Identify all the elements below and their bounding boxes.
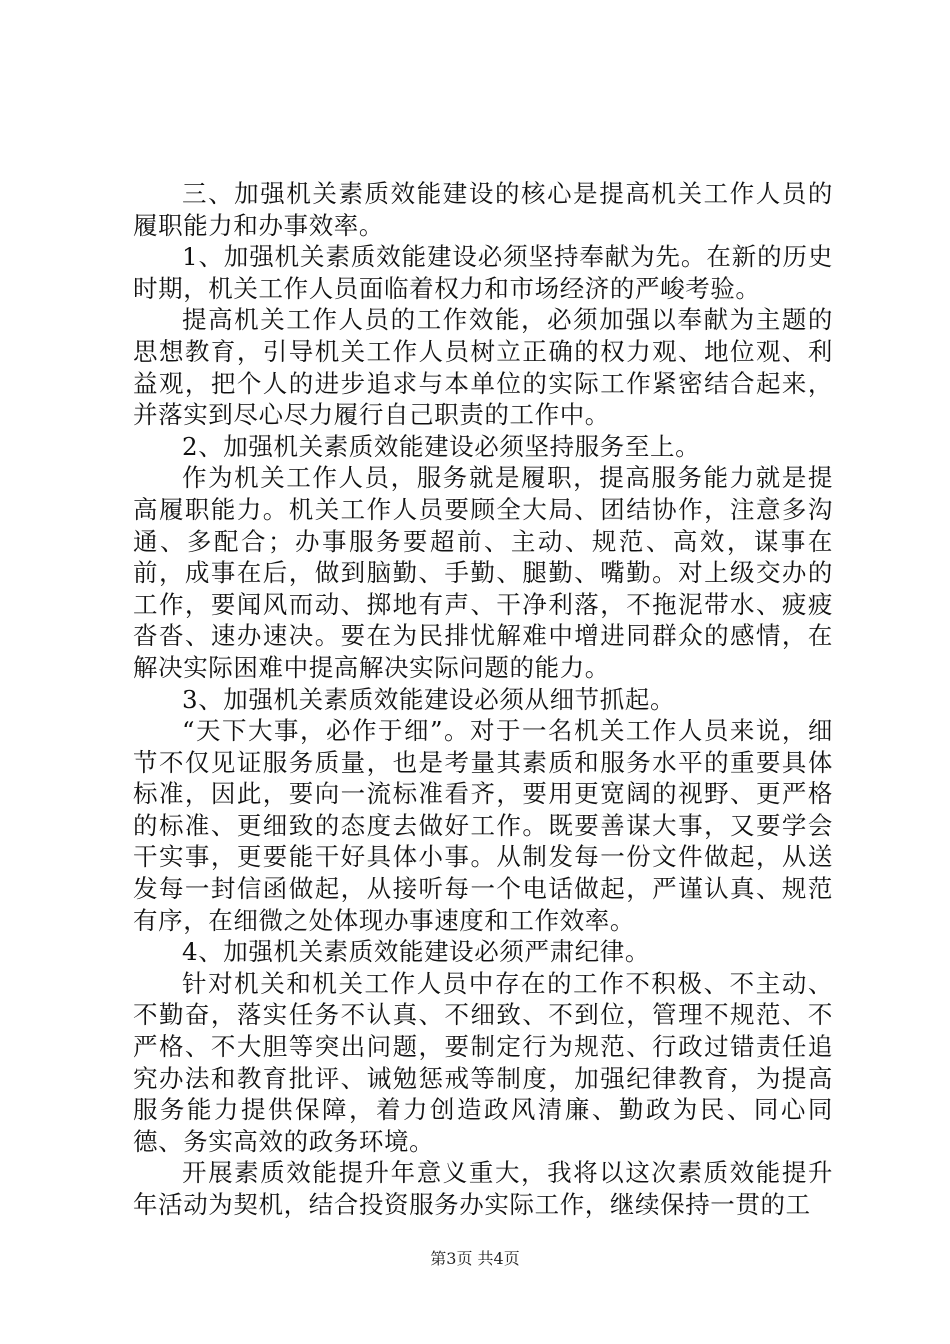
- paragraph-point-three: 3、加强机关素质效能建设必须从细节抓起。: [182, 684, 676, 714]
- page-number-footer: 第3页 共4页: [430, 1249, 520, 1268]
- paragraph-point-four-detail: 针对机关和机关工作人员中存在的工作不积极、不主动、不勤奋，落实任务不认真、不细致、不到位，管理不规范、不严格、不大胆等突出问题，要制定行为规范、行政过错责任追究办法和教育批评、诫勉惩戒等制度，加强纪律教育，为提高服务能力提供保障，着力创造政风清廉、勤政为民、同心同德、务实高效的政务环境。: [133, 968, 833, 1156]
- paragraph-point-two: 2、加强机关素质效能建设必须坚持服务至上。: [182, 431, 701, 461]
- paragraph-point-one: 1、加强机关素质效能建设必须坚持奉献为先。在新的历史时期，机关工作人员面临着权力和市场经济的严峻考验。: [133, 242, 833, 303]
- paragraph-conclusion: 开展素质效能提升年意义重大，我将以这次素质效能提升年活动为契机，结合投资服务办实际工作，继续保持一贯的工: [133, 1158, 833, 1219]
- paragraph-section-three: 三、加强机关素质效能建设的核心是提高机关工作人员的履职能力和办事效率。: [133, 179, 833, 240]
- paragraph-point-three-detail: “天下大事，必作于细”。对于一名机关工作人员来说，细节不仅见证服务质量，也是考量其素质和服务水平的重要具体标准，因此，要向一流标准看齐，要用更宽阔的视野、更严格的标准、更细致的态度去做好工作。既要善谋大事，又要学会干实事，更要能干好具体小事。从制发每一份文件做起，从送发每一封信函做起，从接听每一个电话做起，严谨认真、规范有序，在细微之处体现办事速度和工作效率。: [133, 716, 833, 935]
- paragraph-point-four: 4、加强机关素质效能建设必须严肃纪律。: [182, 937, 650, 967]
- paragraph-point-one-detail: 提高机关工作人员的工作效能，必须加强以奉献为主题的思想教育，引导机关工作人员树立正确的权力观、地位观、利益观，把个人的进步追求与本单位的实际工作紧密结合起来，并落实到尽心尽力履行自己职责的工作中。: [133, 305, 833, 430]
- document-body: [133, 178, 833, 1221]
- paragraph-point-two-detail: 作为机关工作人员，服务就是履职，提高服务能力就是提高履职能力。机关工作人员要顾全大局、团结协作，注意多沟通、多配合；办事服务要超前、主动、规范、高效，谋事在前，成事在后，做到脑勤、手勤、腿勤、嘴勤。对上级交办的工作，要闻风而动、掷地有声、干净利落，不拖泥带水、疲疲沓沓、速办速决。要在为民排忧解难中增进同群众的感情，在解决实际困难中提高解决实际问题的能力。: [133, 463, 833, 682]
